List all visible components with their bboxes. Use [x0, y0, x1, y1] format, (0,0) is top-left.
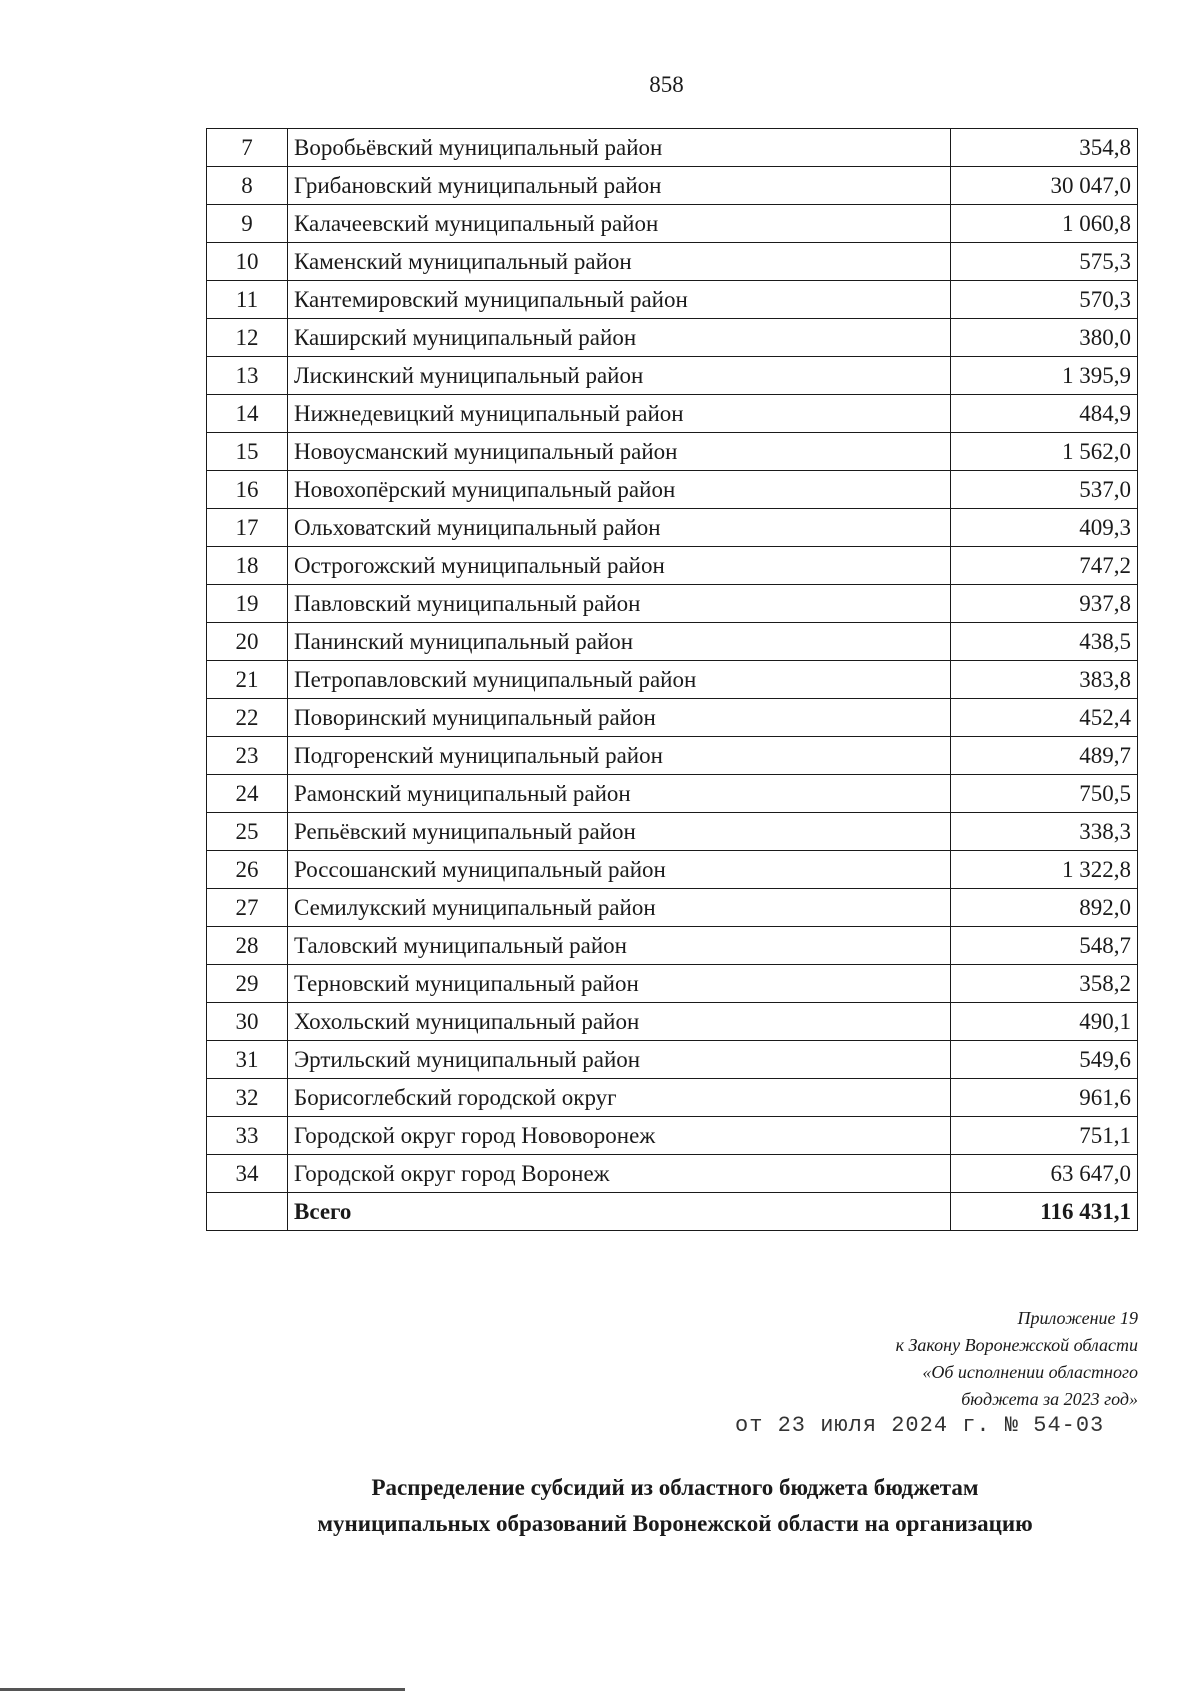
table-row — [207, 1041, 1138, 1079]
amount-cell: 549,6 — [951, 1041, 1138, 1079]
row-number-cell: 25 — [207, 813, 288, 851]
row-number-cell: 9 — [207, 205, 288, 243]
row-number-cell: 15 — [207, 433, 288, 471]
amount-cell: 537,0 — [951, 471, 1138, 509]
table-row — [207, 737, 1138, 775]
row-number-cell: 11 — [207, 281, 288, 319]
municipality-name-cell: Репьёвский муниципальный район — [288, 813, 951, 851]
table-row — [207, 813, 1138, 851]
municipality-name-cell: Таловский муниципальный район — [288, 927, 951, 965]
row-number-cell: 10 — [207, 243, 288, 281]
row-number-cell: 32 — [207, 1079, 288, 1117]
table-row — [207, 965, 1138, 1003]
municipality-name-cell: Грибановский муниципальный район — [288, 167, 951, 205]
table-row — [207, 623, 1138, 661]
table-row — [207, 357, 1138, 395]
bottom-rule — [0, 1688, 405, 1691]
row-number-cell: 23 — [207, 737, 288, 775]
row-number-cell: 31 — [207, 1041, 288, 1079]
amount-cell: 570,3 — [951, 281, 1138, 319]
appendix-line: «Об исполнении областного — [922, 1362, 1138, 1382]
row-number-cell: 12 — [207, 319, 288, 357]
row-number-cell: 13 — [207, 357, 288, 395]
municipality-name-cell: Панинский муниципальный район — [288, 623, 951, 661]
row-number-cell: 7 — [207, 129, 288, 167]
amount-cell: 575,3 — [951, 243, 1138, 281]
appendix-line: к Закону Воронежской области — [895, 1335, 1138, 1355]
municipality-name-cell: Всего — [288, 1193, 951, 1231]
table-row — [207, 889, 1138, 927]
table-body — [207, 129, 1138, 1231]
amount-cell: 380,0 — [951, 319, 1138, 357]
table-row — [207, 1079, 1138, 1117]
row-number-cell: 19 — [207, 585, 288, 623]
table-row — [207, 585, 1138, 623]
municipality-name-cell: Хохольский муниципальный район — [288, 1003, 951, 1041]
table-row — [207, 699, 1138, 737]
amount-cell: 751,1 — [951, 1117, 1138, 1155]
table-row — [207, 851, 1138, 889]
table-row — [207, 129, 1138, 167]
amount-cell: 490,1 — [951, 1003, 1138, 1041]
row-number-cell — [207, 1193, 288, 1231]
municipality-name-cell: Поворинский муниципальный район — [288, 699, 951, 737]
municipality-name-cell: Подгоренский муниципальный район — [288, 737, 951, 775]
amount-cell: 358,2 — [951, 965, 1138, 1003]
amount-cell: 1 322,8 — [951, 851, 1138, 889]
municipality-name-cell: Ольховатский муниципальный район — [288, 509, 951, 547]
municipality-name-cell: Терновский муниципальный район — [288, 965, 951, 1003]
table-row — [207, 509, 1138, 547]
amount-cell: 1 562,0 — [951, 433, 1138, 471]
row-number-cell: 16 — [207, 471, 288, 509]
amount-cell: 484,9 — [951, 395, 1138, 433]
municipality-name-cell: Петропавловский муниципальный район — [288, 661, 951, 699]
municipality-name-cell: Россошанский муниципальный район — [288, 851, 951, 889]
amount-cell: 116 431,1 — [951, 1193, 1138, 1231]
municipality-name-cell: Каширский муниципальный район — [288, 319, 951, 357]
appendix-note — [896, 1305, 1138, 1413]
row-number-cell: 30 — [207, 1003, 288, 1041]
amount-cell: 937,8 — [951, 585, 1138, 623]
municipality-name-cell: Каменский муниципальный район — [288, 243, 951, 281]
row-number-cell: 27 — [207, 889, 288, 927]
amount-cell: 452,4 — [951, 699, 1138, 737]
row-number-cell: 33 — [207, 1117, 288, 1155]
row-number-cell: 21 — [207, 661, 288, 699]
table-row — [207, 281, 1138, 319]
row-number-cell: 28 — [207, 927, 288, 965]
amount-cell: 892,0 — [951, 889, 1138, 927]
table-total-row — [207, 1193, 1138, 1231]
table-row — [207, 927, 1138, 965]
amount-cell: 30 047,0 — [951, 167, 1138, 205]
amount-cell: 383,8 — [951, 661, 1138, 699]
table-row — [207, 167, 1138, 205]
table-row — [207, 205, 1138, 243]
table-row — [207, 547, 1138, 585]
municipality-name-cell: Новохопёрский муниципальный район — [288, 471, 951, 509]
municipality-name-cell: Городской округ город Нововоронеж — [288, 1117, 951, 1155]
amount-cell: 747,2 — [951, 547, 1138, 585]
subsidy-table — [206, 128, 1138, 1231]
municipality-name-cell: Эртильский муниципальный район — [288, 1041, 951, 1079]
amount-cell: 438,5 — [951, 623, 1138, 661]
municipality-name-cell: Рамонский муниципальный район — [288, 775, 951, 813]
document-title — [200, 1470, 1150, 1542]
amount-cell: 1 395,9 — [951, 357, 1138, 395]
table-row — [207, 471, 1138, 509]
municipality-name-cell: Павловский муниципальный район — [288, 585, 951, 623]
amount-cell: 489,7 — [951, 737, 1138, 775]
amount-cell: 338,3 — [951, 813, 1138, 851]
amount-cell: 548,7 — [951, 927, 1138, 965]
table-row — [207, 775, 1138, 813]
row-number-cell: 26 — [207, 851, 288, 889]
table-row — [207, 1003, 1138, 1041]
row-number-cell: 24 — [207, 775, 288, 813]
table-row — [207, 395, 1138, 433]
row-number-cell: 17 — [207, 509, 288, 547]
municipality-name-cell: Борисоглебский городской округ — [288, 1079, 951, 1117]
amount-cell: 63 647,0 — [951, 1155, 1138, 1193]
row-number-cell: 18 — [207, 547, 288, 585]
appendix-line: бюджета за 2023 год» — [961, 1389, 1138, 1409]
date-number-stamp: от 23 июля 2024 г. № 54-03 — [735, 1413, 1105, 1438]
table-row — [207, 661, 1138, 699]
amount-cell: 750,5 — [951, 775, 1138, 813]
municipality-name-cell: Нижнедевицкий муниципальный район — [288, 395, 951, 433]
row-number-cell: 20 — [207, 623, 288, 661]
row-number-cell: 22 — [207, 699, 288, 737]
table-row — [207, 1117, 1138, 1155]
title-line: муниципальных образований Воронежской области на организацию — [317, 1511, 1033, 1536]
row-number-cell: 29 — [207, 965, 288, 1003]
municipality-name-cell: Семилукский муниципальный район — [288, 889, 951, 927]
amount-cell: 961,6 — [951, 1079, 1138, 1117]
table-row — [207, 1155, 1138, 1193]
row-number-cell: 8 — [207, 167, 288, 205]
table-row — [207, 243, 1138, 281]
row-number-cell: 34 — [207, 1155, 288, 1193]
appendix-line: Приложение 19 — [1017, 1308, 1138, 1328]
title-line: Распределение субсидий из областного бюджета бюджетам — [371, 1475, 979, 1500]
municipality-name-cell: Калачеевский муниципальный район — [288, 205, 951, 243]
row-number-cell: 14 — [207, 395, 288, 433]
municipality-name-cell: Новоусманский муниципальный район — [288, 433, 951, 471]
page-number: 858 — [649, 72, 684, 97]
municipality-name-cell: Лискинский муниципальный район — [288, 357, 951, 395]
amount-cell: 1 060,8 — [951, 205, 1138, 243]
municipality-name-cell: Кантемировский муниципальный район — [288, 281, 951, 319]
table-row — [207, 433, 1138, 471]
amount-cell: 409,3 — [951, 509, 1138, 547]
table-row — [207, 319, 1138, 357]
municipality-name-cell: Острогожский муниципальный район — [288, 547, 951, 585]
municipality-name-cell: Воробьёвский муниципальный район — [288, 129, 951, 167]
amount-cell: 354,8 — [951, 129, 1138, 167]
municipality-name-cell: Городской округ город Воронеж — [288, 1155, 951, 1193]
